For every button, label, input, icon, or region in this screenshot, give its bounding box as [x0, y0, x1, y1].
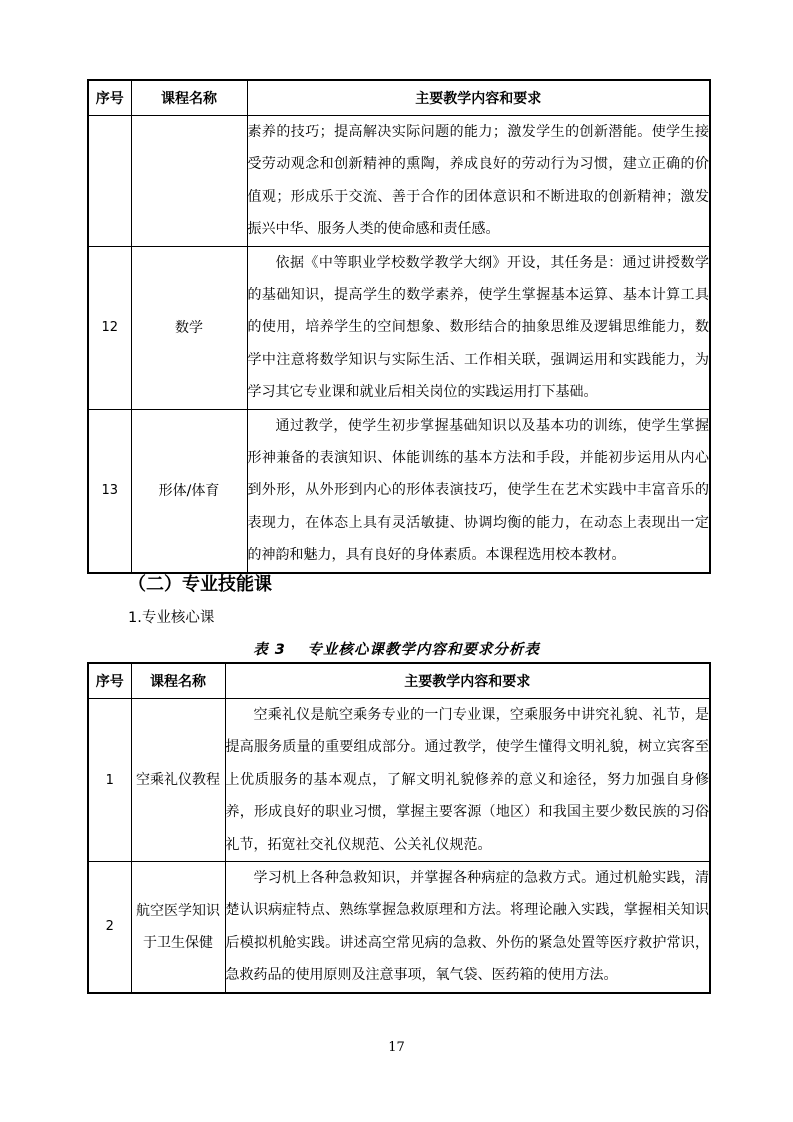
header-num: 序号 [88, 80, 131, 116]
course-table-general [87, 79, 711, 574]
table-header-row [88, 663, 710, 699]
table-row [88, 862, 710, 993]
table-row [88, 409, 710, 573]
row-content-text: 素养的技巧；提高解决实际问题的能力；激发学生的创新潜能。使学生接受劳动观念和创新精神的熏陶，养成良好的劳动行为习惯，建立正确的价值观；形成乐于交流、善于合作的团体意识和不断进取的创新精神；激发振兴中华、服务人类的使命感和责任感。 [247, 124, 709, 238]
row-course-name: 数学 [131, 246, 247, 409]
row-course-name [131, 116, 247, 247]
row-num: 13 [88, 409, 131, 573]
row-course-name: 空乘礼仪教程 [131, 699, 225, 862]
row-content [247, 246, 710, 409]
subsection-heading: 1.专业核心课 [128, 610, 215, 626]
row-course-name: 航空医学知识于卫生保健 [131, 862, 225, 993]
header-course-name: 课程名称 [131, 663, 225, 699]
row-content-text: 通过教学，使学生初步掌握基础知识以及基本功的训练，使学生掌握形神兼备的表演知识、体能训练的基本方法和手段，并能初步运用从内心到外形，从外形到内心的形体表演技巧，使学生在艺术实践中丰富音乐的表现力，在体态上具有灵活敏捷、协调均衡的能力，在动态上表现出一定的神韵和魅力，具有良好的身体素质。本课程选用校本教材。 [247, 417, 709, 564]
row-content-text: 依据《中等职业学校数学教学大纲》开设，其任务是：通过讲授数学的基础知识，提高学生的数学素养，使学生掌握基本运算、基本计算工具的使用，培养学生的空间想象、数形结合的抽象思维及逻辑思维能力，数学中注意将数学知识与实际生活、工作相关联，强调运用和实践能力，为学习其它专业课和就业后相关岗位的实践运用打下基础。 [247, 254, 709, 401]
row-num [88, 116, 131, 247]
row-course-name: 形体/体育 [131, 409, 247, 573]
header-num: 序号 [88, 663, 131, 699]
section-heading: （二）专业技能课 [128, 574, 272, 595]
row-num: 1 [88, 699, 131, 862]
row-content [225, 699, 710, 862]
table-row [88, 246, 710, 409]
header-content: 主要教学内容和要求 [247, 80, 710, 116]
header-course-name: 课程名称 [131, 80, 247, 116]
row-content-text: 空乘礼仪是航空乘务专业的一门专业课，空乘服务中讲究礼貌、礼节，是提高服务质量的重要组成部分。通过教学，使学生懂得文明礼貌，树立宾客至上优质服务的基本观点，了解文明礼貌修养的意义和途径，努力加强自身修养，形成良好的职业习惯，掌握主要客源（地区）和我国主要少数民族的习俗礼节，拓宽社交礼仪规范、公关礼仪规范。 [225, 707, 709, 853]
page-number: 17 [388, 1040, 405, 1055]
row-content [247, 116, 710, 247]
row-content [247, 409, 710, 573]
row-content-text: 学习机上各种急救知识，并掌握各种病症的急救方式。通过机舱实践，清楚认识病症特点、熟练掌握急救原理和方法。将理论融入实践，掌握相关知识后模拟机舱实践。讲述高空常见病的急救、外伤的紧急处置等医疗救护常识，急救药品的使用原则及注意事项，氧气袋、医药箱的使用方法。 [225, 870, 709, 984]
header-content: 主要教学内容和要求 [225, 663, 710, 699]
table-caption: 表 3 专业核心课教学内容和要求分析表 [253, 642, 540, 658]
row-num: 2 [88, 862, 131, 993]
table-row [88, 699, 710, 862]
course-table-core [87, 662, 711, 994]
row-num: 12 [88, 246, 131, 409]
table-row [88, 116, 710, 247]
row-content [225, 862, 710, 993]
table-header-row [88, 80, 710, 116]
